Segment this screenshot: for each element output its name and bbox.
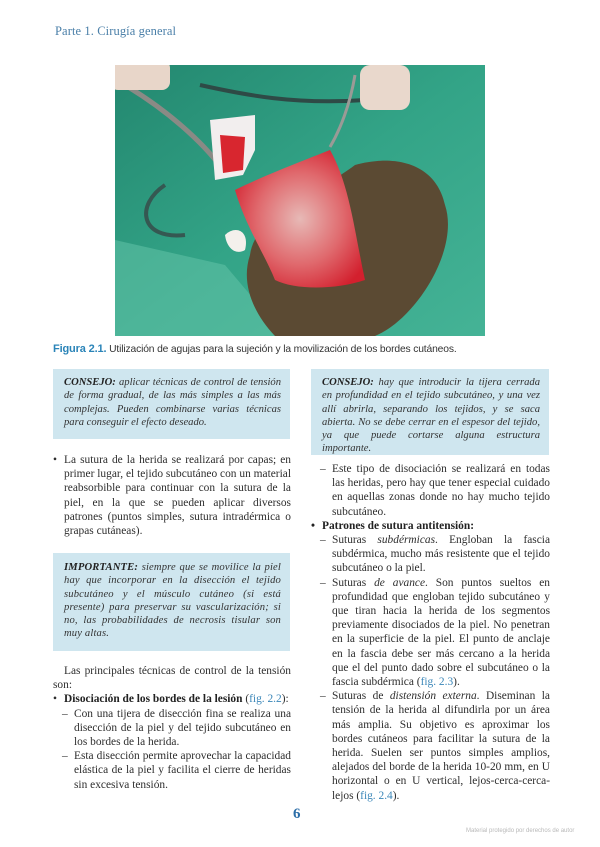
importante-text: siempre que se movilice la piel hay que incorporar en la disección el tejido subcutáneo y el músculo cutáneo (si está presente) para preservar su vascularización; si no, las probabilidades de necrosis tisular son muy altas. [64,562,281,640]
ref-close: ): [281,693,289,706]
fig-2-3-link[interactable]: fig. 2.3 [420,676,454,689]
fig-2-2-link[interactable]: fig. 2.2 [249,693,282,706]
consejo-label: CONSEJO: [64,377,116,388]
figure-caption-text: Utilización de agujas para la sujeción y la movilización de los bordes cutáneos. [106,344,457,355]
intro-paragraph: Las principales técnicas de control de la tensión son: [53,665,291,692]
fig-2-4-link[interactable]: fig. 2.4 [360,789,393,802]
distension-close: ). [392,789,400,802]
surgery-photo-image [115,65,485,336]
consejo-label: CONSEJO: [322,377,374,388]
importante-box [53,553,290,651]
disociacion-heading [53,692,291,706]
figure-label: Figura 2.1. [53,343,107,355]
subdermicas-item [311,533,550,576]
consejo-box-2 [311,369,549,455]
copyright-watermark: Material protegido por derechos de autor [466,828,575,834]
figure-caption [53,343,553,355]
right-column [311,462,550,803]
disociacion-item: – Este tipo de disociación se realizará en todas las heridas, pero hay que tener especial cuidado en aquellas zonas donde no hay mucho tejido subcutáneo. [311,462,550,519]
sutura-paragraph [53,453,291,538]
avance-prefix: Suturas [332,576,375,589]
distension-prefix: Suturas de [332,690,390,703]
surgery-photo [115,65,485,336]
importante-label: IMPORTANTE: [64,562,139,573]
distension-text: . Diseminan la tensión de la herida al difundirla por un área más amplia. Su objetivo es aproximar los bordes cutáneos para facilitar la sutura de la herida. Suelen ser puntos simples amplios, alejados del borde de la herida 10-20 mm, en U horizontal o en U vertical, lejos-cerca-cerca-lejos ( [332,690,550,802]
subdermicas-prefix: Suturas [332,534,378,547]
running-head: Parte 1. Cirugía general [55,24,177,38]
subdermicas-text: . Engloban la fascia subdérmica, mucho más resistente que el tejido subcutáneo o la piel. [332,534,550,575]
distension-term: distensión externa [389,690,477,703]
page-number: 6 [293,806,301,822]
tecnicas-section [53,664,291,792]
avance-term: de avance [374,576,426,589]
distension-item [311,689,550,803]
consejo-box-1 [53,369,290,439]
disociacion-title: Disociación de los bordes de la lesión [64,693,243,706]
avance-item [311,576,550,690]
consejo-text: aplicar técnicas de control de tensión de forma gradual, de las más simples a las más complejas. Pueden combinarse varias técnicas para conseguir el efecto deseado. [64,377,281,428]
sutura-bullet: • La sutura de la herida se realizará por capas; en primer lugar, el tejido subcutáneo con un material reabsorbible para continuar con la sutura de la piel, en la que se pueden aplicar diversos patrones (puntos simples, sutura intradérmica o grapas cutáneas). [53,453,291,538]
consejo-text: hay que introducir la tijera cerrada en profundidad en el tejido subcutáneo, y una vez allí abrirla, separando los tejidos, y se saca abierta. No se debe cerrar en el espesor del tejido, ya que puede cortarse alguna estructura importante. [322,377,540,455]
disociacion-item: – Con una tijera de disección fina se realiza una disección de la piel y del tejido subcutáneo en los bordes de la herida. [53,707,291,750]
avance-text: . Son puntos sueltos en profundidad que engloban tejido subcutáneo y que tiran hacia la herida de los segmentos previamente disociados de la piel. No penetran en la superficie de la piel. El punto de anclaje en la fascia debe ser más cercano a la herida que el del punto dado sobre el subcutáneo o la fascia subdérmica ( [332,576,550,689]
disociacion-item: – Esta disección permite aprovechar la capacidad elástica de la piel y facilita el cierre de heridas sin excesiva tensión. [53,749,291,792]
avance-close: ). [453,676,460,689]
ref-open: ( [242,693,250,706]
patrones-heading: • Patrones de sutura antitensión: [311,519,550,533]
subdermicas-term: subdérmicas [377,534,436,547]
